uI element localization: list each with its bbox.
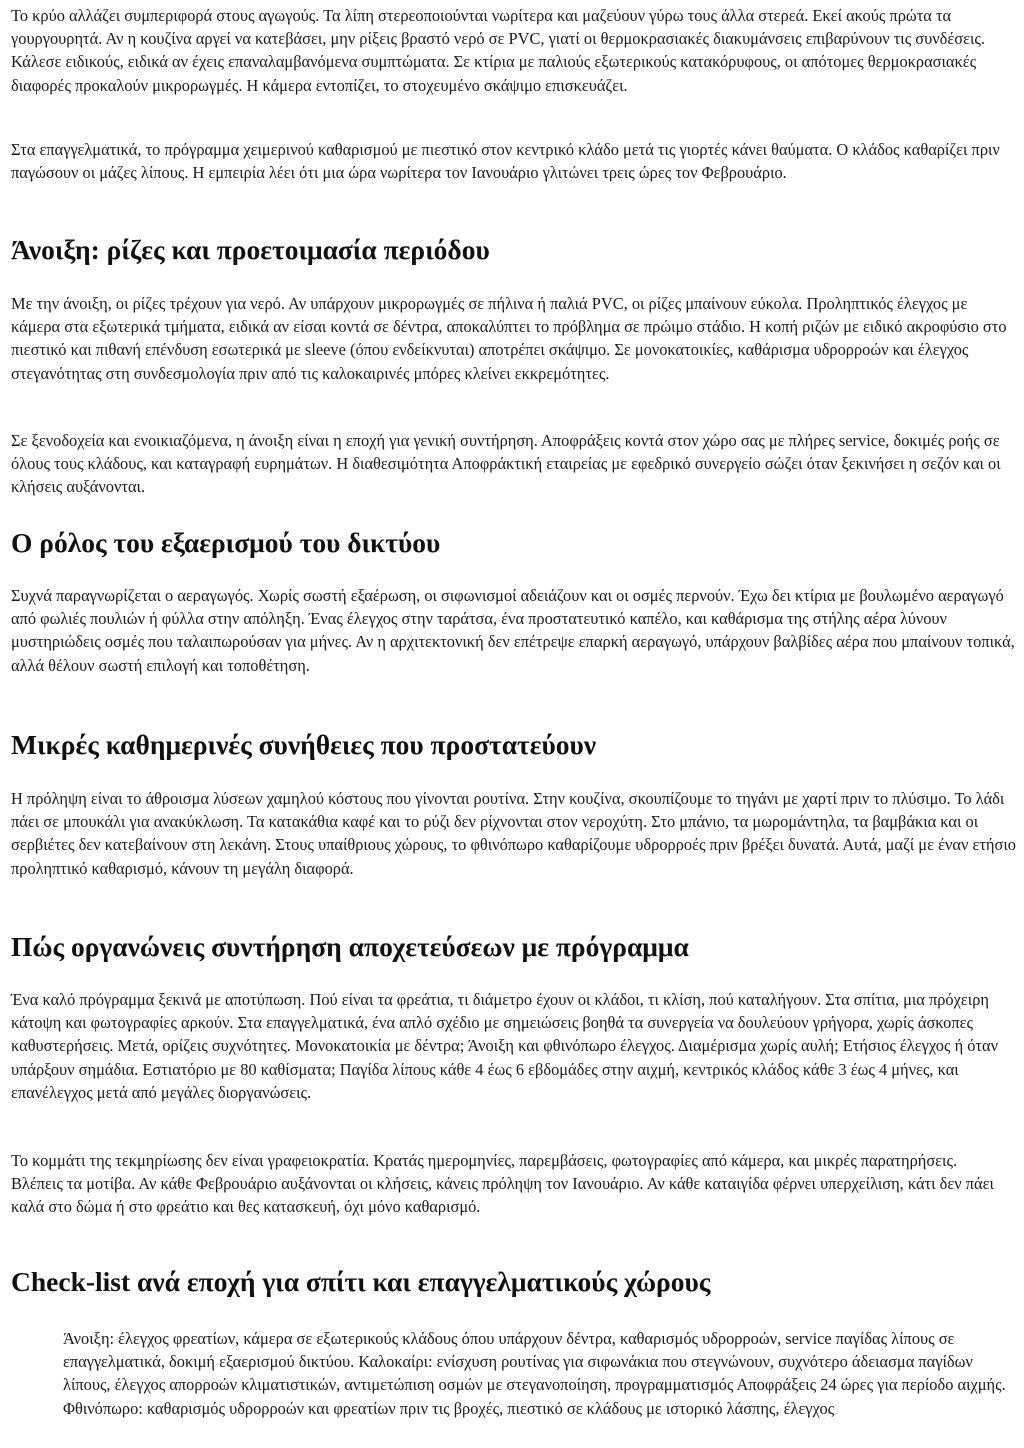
heading-maintenance-schedule: Πώς οργανώνεις συντήρηση αποχετεύσεων με πρόγραμμα <box>11 931 689 962</box>
paragraph-spring-hotels: Σε ξενοδοχεία και ενοικιαζόμενα, η άνοιξη είναι η εποχή για γενική συντήρηση. Αποφράξεις κοντά στον χώρο σας με πλήρες service, δοκιμές ροής σε όλους τους κλάδους, και καταγραφή ευρημάτων. Η διαθεσιμότητα Αποφράκτική εταιρείας με εφεδρικό συνεργείο σώζει όταν ξεκινήσει η σεζόν και οι κλήσεις αυξάνονται. <box>11 431 1001 497</box>
checklist-seasonal: Άνοιξη: έλεγχος φρεατίων, κάμερα σε εξωτερικούς κλάδους όπου υπάρχουν δέντρα, καθαρισμός υδρορροών, service παγίδας λίπους σε επαγγελματικά, δοκιμή εξαερισμού δικτύου. Καλοκαίρι: ενίσχυση ρουτίνας για σιφωνάκια που στεγνώνουν, συχνότερο άδειασμα παγίδων λίπους, έλεγχος απορροών κλιματιστικών, αντιμετώπιση οσμών με στεγανοποίηση, προγραμματισμός Αποφράξεις 24 ώρες για περίοδο αιχμής. Φθινόπωρο: καθαρισμός υδρορροών και φρεατίων πριν τις βροχές, πιεστικό σε κλάδους με ιστορικό λάσπης, έλεγχος <box>63 1329 1006 1418</box>
paragraph-spring-roots: Με την άνοιξη, οι ρίζες τρέχουν για νερό. Αν υπάρχουν μικρορωγμές σε πήλινα ή παλιά PVC, οι ρίζες μπαίνουν εύκολα. Προληπτικός έλεγχος με κάμερα στα εξωτερικά τμήματα, ειδικά αν είσαι κοντά σε δέντρα, αποκαλύπτει το πρόβλημα σε πρώιμο στάδιο. Η κοπή ριζών με ειδικό ακροφύσιο στο πιεστικό και πιθανή επένδυση εσωτερικά με sleeve (όπου ενδείκνυται) αποτρέπει σκάψιμο. Σε μονοκατοικίες, καθάρισμα υδρορροών και έλεγχος στεγανότητας στη συνδεσμολογία πριν από τις καλοκαιρινές μπόρες κλείνει εκκρεμότητες. <box>11 294 1007 383</box>
heading-spring-roots: Άνοιξη: ρίζες και προετοιμασία περιόδου <box>11 234 490 265</box>
paragraph-cold-pipes: Το κρύο αλλάζει συμπεριφορά στους αγωγούς. Τα λίπη στερεοποιούνται νωρίτερα και μαζεύουν γύρω τους άλλα στερεά. Εκεί ακούς πρώτα τα γουργουρητά. Αν η κουζίνα αργεί να κατεβάσει, μην ρίξεις βραστό νερό σε PVC, γιατί οι θερμοκρασιακές διακυμάνσεις επιβαρύνουν τις συνδέσεις. Κάλεσε ειδικούς, ειδικά αν έχεις επαναλαμβανόμενα συμπτώματα. Σε κτίρια με παλιούς εξωτερικούς κατακόρυφους, οι απότομες θερμοκρασιακές διαφορές προκαλούν μικρορωγμές. Η κάμερα εντοπίζει, το στοχευμένο σκάψιμο επισκευάζει. <box>11 6 985 95</box>
paragraph-maintenance-schedule: Ένα καλό πρόγραμμα ξεκινά με αποτύπωση. Πού είναι τα φρεάτια, τι διάμετρο έχουν οι κλάδοι, τι κλίση, πού καταλήγουν. Στα σπίτια, μια πρόχειρη κάτοψη και φωτογραφίες αρκούν. Στα επαγγελματικά, ένα απλό σχέδιο με σημειώσεις βοηθά τα συνεργεία να δουλεύουν γρήγορα, χωρίς άσκοπες καθυστερήσεις. Μετά, ορίζεις συχνότητες. Μονοκατοικία με δέντρα; Άνοιξη και φθινόπωρο έλεγχος. Διαμέρισμα χωρίς αυλή; Ετήσιος έλεγχος ή όταν υπάρξουν σημάδια. Εστιατόριο με 80 καθίσματα; Παγίδα λίπους κάθε 4 έως 6 εβδομάδες στην αιχμή, κεντρικός κλάδος κάθε 3 έως 4 μήνες, και επανέλεγχος μετά από μεγάλες διοργανώσεις. <box>11 990 999 1102</box>
paragraph-winter-commercial: Στα επαγγελματικά, το πρόγραμμα χειμερινού καθαρισμού με πιεστικό στον κεντρικό κλάδο μετά τις γιορτές κάνει θαύματα. Ο κλάδος καθαρίζει πριν παγώσουν οι μάζες λίπους. Η εμπειρία λέει ότι μια ώρα νωρίτερα τον Ιανουάριο γλιτώνει τρεις ώρες τον Φεβρουάριο. <box>11 140 1000 183</box>
paragraph-ventilation: Συχνά παραγνωρίζεται ο αεραγωγός. Χωρίς σωστή εξαέρωση, οι σιφωνισμοί αδειάζουν και οι οσμές περνούν. Έχω δει κτίρια με βουλωμένο αεραγωγό από φωλιές πουλιών ή φύλλα στην απόληξη. Ένας έλεγχος στην ταράτσα, ένα προστατευτικό καπέλο, και καθάρισμα της στήλης αέρα λύνουν μυστηριώδεις οσμές που ταλαιπωρούσαν για μήνες. Αν η αρχιτεκτονική δεν επέτρεψε επαρκή αεραγωγό, υπάρχουν βαλβίδες αέρα που μπαίνουν τοπικά, αλλά θέλουν σωστή επιλογή και τοποθέτηση. <box>11 586 1015 675</box>
paragraph-documentation: Το κομμάτι της τεκμηρίωσης δεν είναι γραφειοκρατία. Κρατάς ημερομηνίες, παρεμβάσεις, φωτογραφίες από κάμερα, και μικρές παρατηρήσεις. Βλέπεις τα μοτίβα. Αν κάθε Φεβρουάριο αυξάνονται οι κλήσεις, κάνεις πρόληψη τον Ιανουάριο. Αν κάθε καταιγίδα φέρνει υπερχείλιση, κάτι δεν πάει καλά στο δώμα ή στο φρεάτιο και θες κατασκευή, όχι μόνο καθαρισμό. <box>11 1151 994 1217</box>
heading-daily-habits: Μικρές καθημερινές συνήθειες που προστατεύουν <box>11 729 597 760</box>
paragraph-daily-habits: Η πρόληψη είναι το άθροισμα λύσεων χαμηλού κόστους που γίνονται ρουτίνα. Στην κουζίνα, σκουπίζουμε το τηγάνι με χαρτί πριν το πλύσιμο. Το λάδι πάει σε μπουκάλι για ανακύκλωση. Τα κατακάθια καφέ και το ρύζι δεν ρίχνονται στον νεροχύτη. Στο μπάνιο, τα μωρομάντηλα, τα βαμβάκια και οι σερβιέτες δεν κατεβαίνουν στη λεκάνη. Στους υπαίθριους χώρους, το φθινόπωρο καθαρίζουμε υδρορροές πριν βρέξει δυνατά. Αυτά, μαζί με έναν ετήσιο προληπτικό καθαρισμό, κάνουν τη μεγάλη διαφορά. <box>11 789 1016 878</box>
heading-ventilation: Ο ρόλος του εξαερισμού του δικτύου <box>11 527 441 558</box>
heading-seasonal-checklist: Check-list ανά εποχή για σπίτι και επαγγελματικούς χώρους <box>11 1266 711 1297</box>
